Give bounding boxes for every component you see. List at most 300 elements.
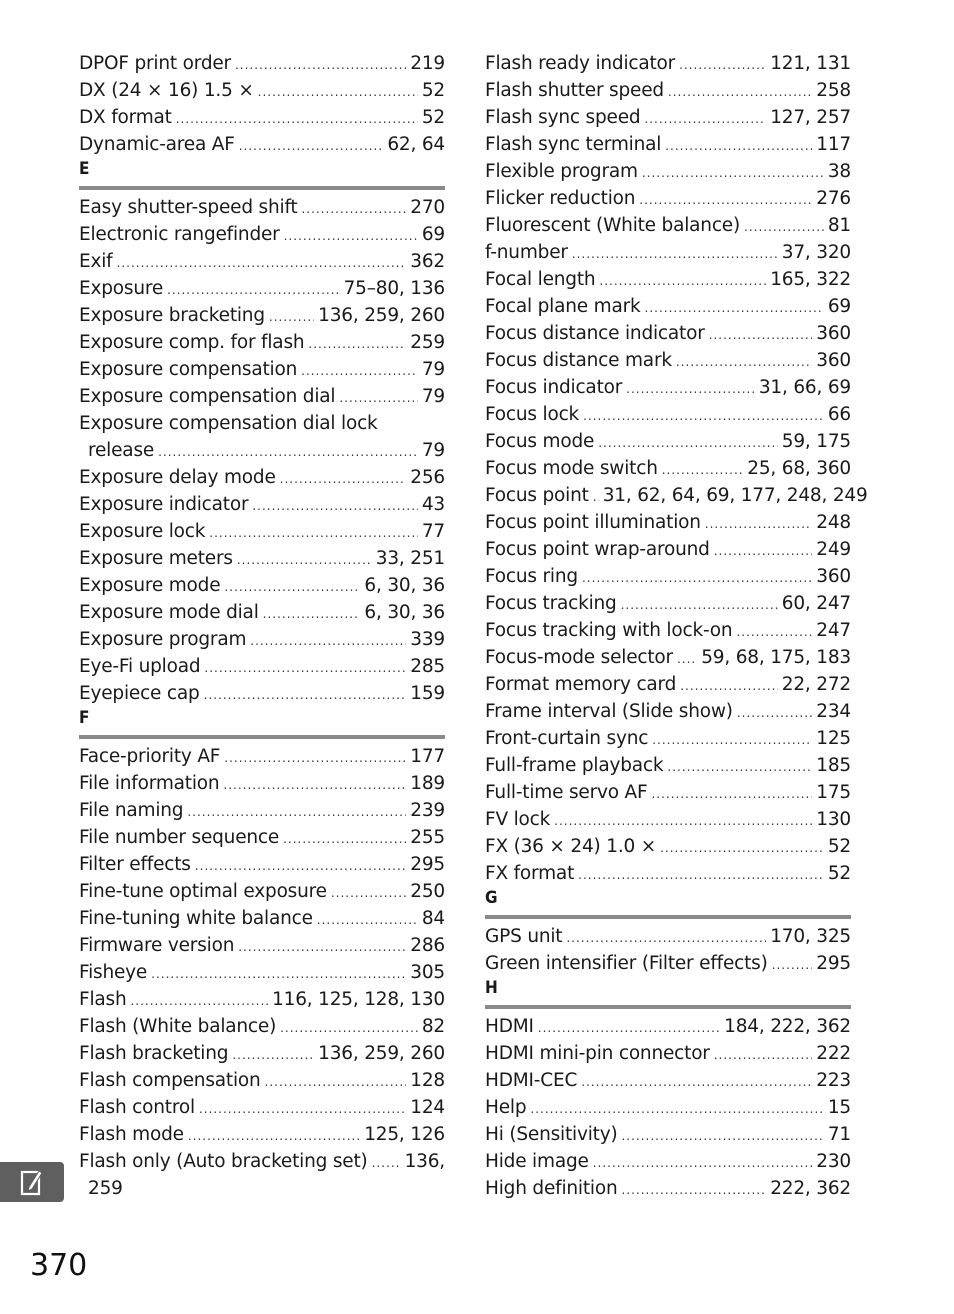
index-entry bbox=[485, 320, 851, 347]
index-entry bbox=[79, 599, 445, 626]
leader-dots bbox=[117, 250, 407, 277]
index-entry bbox=[79, 383, 445, 410]
leader-dots bbox=[651, 781, 812, 808]
index-pages: 189 bbox=[410, 773, 445, 794]
index-group-g bbox=[485, 923, 851, 977]
index-group-e-continued bbox=[79, 464, 445, 707]
index-entry bbox=[79, 329, 445, 356]
index-pages: 52 bbox=[827, 863, 851, 884]
leader-dots bbox=[317, 907, 418, 934]
index-term: f-number bbox=[485, 242, 568, 263]
index-term: Format memory card bbox=[485, 674, 677, 695]
leader-dots bbox=[599, 268, 766, 295]
index-term: Focus mode switch bbox=[485, 458, 658, 479]
index-entry bbox=[79, 131, 445, 158]
leader-dots bbox=[284, 223, 418, 250]
index-entry bbox=[79, 824, 445, 851]
index-term: Electronic rangefinder bbox=[79, 224, 280, 245]
leader-dots bbox=[224, 745, 406, 772]
index-entry bbox=[485, 1040, 851, 1067]
index-entry bbox=[79, 878, 445, 905]
index-entry-continuation bbox=[79, 437, 445, 464]
index-pages: 175 bbox=[816, 782, 851, 803]
page-number: 370 bbox=[30, 1248, 88, 1283]
index-entry bbox=[485, 131, 851, 158]
index-term: Flicker reduction bbox=[485, 188, 636, 209]
index-term: Exposure mode dial bbox=[79, 602, 259, 623]
index-pages: 249 bbox=[816, 539, 851, 560]
index-pages: 69 bbox=[421, 224, 445, 245]
index-term: Eyepiece cap bbox=[79, 683, 200, 704]
index-pages: 52 bbox=[421, 80, 445, 101]
index-term: File number sequence bbox=[79, 827, 280, 848]
index-term: Focus indicator bbox=[485, 377, 623, 398]
index-pages: 136, bbox=[404, 1151, 445, 1172]
leader-dots bbox=[258, 79, 418, 106]
index-term: HDMI-CEC bbox=[485, 1070, 578, 1091]
index-pages: 276 bbox=[816, 188, 851, 209]
index-term: File information bbox=[79, 773, 220, 794]
index-term: Exposure delay mode bbox=[79, 467, 276, 488]
leader-dots bbox=[252, 493, 418, 520]
index-term: Exposure bracketing bbox=[79, 305, 265, 326]
index-pages: 234 bbox=[816, 701, 851, 722]
index-term: FX (36 × 24) 1.0 × bbox=[485, 836, 657, 857]
index-pages: 239 bbox=[410, 800, 445, 821]
index-term: release bbox=[88, 440, 155, 461]
index-pages: 259 bbox=[410, 332, 445, 353]
index-entry bbox=[485, 644, 851, 671]
leader-dots bbox=[578, 862, 824, 889]
leader-dots bbox=[621, 1123, 823, 1150]
index-pages: 184, 222, 362 bbox=[724, 1016, 851, 1037]
leader-dots bbox=[660, 835, 824, 862]
index-pages: 222 bbox=[816, 1043, 851, 1064]
index-pages: 84 bbox=[421, 908, 445, 929]
leader-dots bbox=[621, 1177, 766, 1204]
index-pages: 285 bbox=[410, 656, 445, 677]
leader-dots bbox=[566, 925, 766, 952]
leader-dots bbox=[583, 403, 824, 430]
index-entry bbox=[79, 959, 445, 986]
leader-dots bbox=[204, 682, 407, 709]
index-entry bbox=[79, 464, 445, 491]
index-entry bbox=[485, 374, 851, 401]
index-pages: 159 bbox=[410, 683, 445, 704]
index-pages: 33, 251 bbox=[375, 548, 445, 569]
index-pages: 248 bbox=[816, 512, 851, 533]
index-term: Focus distance indicator bbox=[485, 323, 705, 344]
leader-dots bbox=[188, 1123, 360, 1150]
index-column-right bbox=[485, 50, 868, 1202]
leader-dots bbox=[598, 430, 778, 457]
index-term: Firmware version bbox=[79, 935, 235, 956]
index-term: Fluorescent (White balance) bbox=[485, 215, 741, 236]
index-term: Flash ready indicator bbox=[485, 53, 676, 74]
index-pages: 360 bbox=[816, 350, 851, 371]
index-entry bbox=[485, 104, 851, 131]
index-pages: 223 bbox=[816, 1070, 851, 1091]
index-term: Full-time servo AF bbox=[485, 782, 648, 803]
leader-dots bbox=[662, 457, 744, 484]
index-term: HDMI bbox=[485, 1016, 534, 1037]
index-pages: 37, 320 bbox=[781, 242, 851, 263]
index-entry bbox=[485, 455, 851, 482]
index-term: Exposure compensation dial bbox=[79, 386, 336, 407]
index-entry bbox=[79, 1121, 445, 1148]
leader-dots bbox=[668, 79, 812, 106]
index-term: DPOF print order bbox=[79, 53, 231, 74]
index-pages: 116, 125, 128, 130 bbox=[272, 989, 445, 1010]
index-term: Eye-Fi upload bbox=[79, 656, 201, 677]
leader-dots bbox=[744, 214, 824, 241]
index-entry bbox=[79, 1094, 445, 1121]
index-entry bbox=[79, 986, 445, 1013]
leader-dots bbox=[639, 187, 812, 214]
leader-dots bbox=[621, 592, 778, 619]
leader-dots bbox=[130, 988, 268, 1015]
leader-dots bbox=[593, 484, 599, 511]
section-divider bbox=[79, 735, 445, 739]
index-entry bbox=[79, 275, 445, 302]
leader-dots bbox=[199, 1096, 406, 1123]
index-term: Exposure bbox=[79, 278, 164, 299]
index-term: Exposure lock bbox=[79, 521, 206, 542]
index-entry bbox=[485, 752, 851, 779]
index-pages: 136, 259, 260 bbox=[318, 305, 445, 326]
index-term: Focus point bbox=[485, 485, 589, 506]
leader-dots bbox=[665, 133, 812, 160]
leader-dots bbox=[250, 628, 406, 655]
leader-dots bbox=[772, 952, 813, 979]
index-pages: 71 bbox=[827, 1124, 851, 1145]
index-term: Hi (Sensitivity) bbox=[485, 1124, 618, 1145]
index-entry bbox=[485, 725, 851, 752]
index-entry bbox=[79, 905, 445, 932]
index-pages: 128 bbox=[410, 1070, 445, 1091]
index-entry bbox=[79, 302, 445, 329]
index-pages: 25, 68, 360 bbox=[747, 458, 851, 479]
index-term: Focal length bbox=[485, 269, 596, 290]
leader-dots bbox=[714, 1042, 813, 1069]
index-pages: 295 bbox=[410, 854, 445, 875]
leader-dots bbox=[239, 133, 384, 160]
section-header-g bbox=[485, 887, 851, 923]
index-entry bbox=[485, 563, 851, 590]
section-header-h bbox=[485, 977, 851, 1013]
index-entry bbox=[485, 1175, 851, 1202]
index-term: Exposure mode bbox=[79, 575, 221, 596]
leader-dots bbox=[263, 601, 361, 628]
index-pages: 127, 257 bbox=[770, 107, 851, 128]
index-pages: 81 bbox=[827, 215, 851, 236]
chapter-tab bbox=[0, 1162, 64, 1202]
index-term: Focus-mode selector bbox=[485, 647, 673, 668]
index-term: Easy shutter-speed shift bbox=[79, 197, 298, 218]
leader-dots bbox=[372, 1150, 401, 1177]
index-entry bbox=[79, 1067, 445, 1094]
index-pages: 259 bbox=[88, 1178, 123, 1199]
index-term: Focus point illumination bbox=[485, 512, 701, 533]
index-pages: 59, 175 bbox=[781, 431, 851, 452]
index-pages: 136, 259, 260 bbox=[318, 1043, 445, 1064]
index-entry bbox=[485, 266, 851, 293]
index-term: Focus lock bbox=[485, 404, 580, 425]
index-entry bbox=[485, 671, 851, 698]
leader-dots bbox=[265, 1069, 407, 1096]
index-term: Exposure comp. for flash bbox=[79, 332, 305, 353]
index-entry bbox=[485, 536, 851, 563]
index-entry bbox=[485, 482, 868, 509]
index-pages: 121, 131 bbox=[770, 53, 851, 74]
index-pages: 52 bbox=[827, 836, 851, 857]
leader-dots bbox=[232, 1042, 314, 1069]
index-term: HDMI mini-pin connector bbox=[485, 1043, 710, 1064]
leader-dots bbox=[280, 1015, 418, 1042]
index-term: Flash shutter speed bbox=[485, 80, 664, 101]
index-term: Hide image bbox=[485, 1151, 589, 1172]
leader-dots bbox=[224, 574, 360, 601]
index-entry bbox=[485, 1067, 851, 1094]
index-pages: 38 bbox=[827, 161, 851, 182]
section-header-e bbox=[79, 158, 445, 194]
index-term: Focus mode bbox=[485, 431, 595, 452]
index-entry bbox=[79, 104, 445, 131]
index-entry bbox=[485, 590, 851, 617]
index-term: Exposure compensation bbox=[79, 359, 298, 380]
index-term: FV lock bbox=[485, 809, 551, 830]
index-entry-continuation bbox=[79, 1175, 445, 1202]
section-letter: F bbox=[79, 708, 90, 728]
index-pages: 295 bbox=[816, 953, 851, 974]
index-entry bbox=[485, 293, 851, 320]
leader-dots bbox=[667, 754, 812, 781]
index-pages: 31, 62, 64, 69, 177, 248, 249 bbox=[602, 485, 868, 506]
index-entry bbox=[485, 77, 851, 104]
index-entry bbox=[79, 194, 445, 221]
index-term: Flash compensation bbox=[79, 1070, 261, 1091]
leader-dots bbox=[736, 619, 812, 646]
section-divider bbox=[79, 186, 445, 190]
leader-dots bbox=[680, 673, 778, 700]
index-pages: 79 bbox=[421, 386, 445, 407]
index-entry bbox=[79, 680, 445, 707]
index-pages: 125, 126 bbox=[364, 1124, 445, 1145]
index-term: Green intensifier (Filter effects) bbox=[485, 953, 768, 974]
index-pages: 305 bbox=[410, 962, 445, 983]
index-term: File naming bbox=[79, 800, 184, 821]
index-entry bbox=[485, 1148, 851, 1175]
index-term: Frame interval (Slide show) bbox=[485, 701, 733, 722]
leader-dots bbox=[626, 376, 755, 403]
index-pages: 177 bbox=[410, 746, 445, 767]
index-term: Flash sync terminal bbox=[485, 134, 662, 155]
leader-dots bbox=[538, 1015, 720, 1042]
index-entry bbox=[79, 572, 445, 599]
index-entry bbox=[485, 239, 851, 266]
section-divider bbox=[485, 915, 851, 919]
index-term: Flexible program bbox=[485, 161, 638, 182]
leader-dots bbox=[709, 322, 813, 349]
index-term: Exposure indicator bbox=[79, 494, 249, 515]
index-term: Focal plane mark bbox=[485, 296, 641, 317]
leader-dots bbox=[645, 295, 824, 322]
index-entry bbox=[79, 851, 445, 878]
index-pages: 15 bbox=[827, 1097, 851, 1118]
index-term: Flash bbox=[79, 989, 127, 1010]
index-pages: 60, 247 bbox=[781, 593, 851, 614]
index-term: Focus tracking bbox=[485, 593, 617, 614]
index-group-e bbox=[79, 194, 445, 410]
index-pages: 165, 322 bbox=[770, 269, 851, 290]
index-entry bbox=[79, 77, 445, 104]
index-entry bbox=[485, 923, 851, 950]
index-term: Flash (White balance) bbox=[79, 1016, 277, 1037]
pencil-note-icon bbox=[20, 1167, 44, 1197]
index-term: DX format bbox=[79, 107, 172, 128]
index-pages: 270 bbox=[410, 197, 445, 218]
index-entry bbox=[485, 779, 851, 806]
leader-dots bbox=[176, 106, 418, 133]
leader-dots bbox=[223, 772, 406, 799]
index-pages: 52 bbox=[421, 107, 445, 128]
index-entry bbox=[79, 248, 445, 275]
index-pages: 339 bbox=[410, 629, 445, 650]
index-term: Filter effects bbox=[79, 854, 191, 875]
index-pages: 6, 30, 36 bbox=[364, 575, 445, 596]
index-entry bbox=[79, 1013, 445, 1040]
leader-dots bbox=[204, 655, 406, 682]
leader-dots bbox=[554, 808, 812, 835]
index-entry bbox=[485, 185, 851, 212]
index-pages: 222, 362 bbox=[770, 1178, 851, 1199]
index-term: Dynamic-area AF bbox=[79, 134, 235, 155]
index-entry bbox=[79, 653, 445, 680]
index-pages: 69 bbox=[827, 296, 851, 317]
index-pages: 258 bbox=[816, 80, 851, 101]
leader-dots bbox=[187, 799, 406, 826]
leader-dots bbox=[235, 52, 406, 79]
index-entry bbox=[79, 1040, 445, 1067]
leader-dots bbox=[679, 52, 766, 79]
leader-dots bbox=[593, 1150, 813, 1177]
leader-dots bbox=[581, 1069, 812, 1096]
leader-dots bbox=[209, 520, 418, 547]
leader-dots bbox=[652, 727, 812, 754]
index-term: Focus ring bbox=[485, 566, 578, 587]
section-letter: H bbox=[485, 978, 498, 998]
index-pages: 124 bbox=[410, 1097, 445, 1118]
index-term: Fine-tune optimal exposure bbox=[79, 881, 327, 902]
leader-dots bbox=[237, 547, 372, 574]
index-entry bbox=[485, 617, 851, 644]
index-entry bbox=[79, 518, 445, 545]
index-term: Focus distance mark bbox=[485, 350, 672, 371]
leader-dots bbox=[644, 106, 766, 133]
index-entry bbox=[79, 545, 445, 572]
index-pages: 247 bbox=[816, 620, 851, 641]
index-term: Flash bracketing bbox=[79, 1043, 229, 1064]
leader-dots bbox=[238, 934, 406, 961]
leader-dots bbox=[269, 304, 314, 331]
leader-dots bbox=[167, 277, 340, 304]
leader-dots bbox=[158, 439, 418, 466]
index-group-h bbox=[485, 1013, 851, 1202]
index-entry bbox=[485, 1013, 851, 1040]
index-term: DX (24 × 16) 1.5 × bbox=[79, 80, 254, 101]
index-entry-wrapped-term bbox=[79, 410, 445, 437]
index-pages: 286 bbox=[410, 935, 445, 956]
index-term: Full-frame playback bbox=[485, 755, 664, 776]
index-pages: 31, 66, 69 bbox=[758, 377, 851, 398]
index-entry bbox=[79, 770, 445, 797]
leader-dots bbox=[283, 826, 406, 853]
index-entry bbox=[485, 509, 851, 536]
index-pages: 62, 64 bbox=[387, 134, 445, 155]
index-term: Exposure compensation dial lock bbox=[79, 413, 378, 434]
leader-dots bbox=[280, 466, 407, 493]
index-pages: 82 bbox=[421, 1016, 445, 1037]
index-entry bbox=[485, 158, 851, 185]
section-header-f bbox=[79, 707, 445, 743]
index-column-left bbox=[79, 50, 445, 1202]
index-pages: 66 bbox=[827, 404, 851, 425]
index-entry bbox=[485, 212, 851, 239]
leader-dots bbox=[339, 385, 418, 412]
index-term: Face-priority AF bbox=[79, 746, 221, 767]
index-pages: 185 bbox=[816, 755, 851, 776]
index-pages: 75–80, 136 bbox=[343, 278, 445, 299]
index-pages: 219 bbox=[410, 53, 445, 74]
section-letter: G bbox=[485, 888, 498, 908]
index-entry bbox=[485, 833, 851, 860]
index-entry bbox=[79, 356, 445, 383]
index-pages: 79 bbox=[421, 440, 445, 461]
leader-dots bbox=[308, 331, 406, 358]
leader-dots bbox=[642, 160, 824, 187]
leader-dots bbox=[151, 961, 406, 988]
index-entry bbox=[485, 50, 851, 77]
index-entry bbox=[485, 428, 851, 455]
leader-dots bbox=[530, 1096, 823, 1123]
index-pages: 360 bbox=[816, 566, 851, 587]
index-entry bbox=[79, 626, 445, 653]
section-letter: E bbox=[79, 159, 90, 179]
index-entry bbox=[79, 221, 445, 248]
index-entry bbox=[79, 491, 445, 518]
leader-dots bbox=[582, 565, 812, 592]
index-pages: 125 bbox=[816, 728, 851, 749]
index-term: Front-curtain sync bbox=[485, 728, 649, 749]
index-pages: 79 bbox=[421, 359, 445, 380]
index-term: Exif bbox=[79, 251, 113, 272]
index-pages: 360 bbox=[816, 323, 851, 344]
index-pages: 59, 68, 175, 183 bbox=[701, 647, 851, 668]
index-term: Exposure program bbox=[79, 629, 247, 650]
index-term: High definition bbox=[485, 1178, 618, 1199]
index-entry bbox=[485, 698, 851, 725]
section-divider bbox=[485, 1005, 851, 1009]
leader-dots bbox=[676, 349, 812, 376]
leader-dots bbox=[677, 646, 697, 673]
index-pages: 6, 30, 36 bbox=[364, 602, 445, 623]
index-pages: 170, 325 bbox=[770, 926, 851, 947]
index-entry bbox=[485, 950, 851, 977]
index-term: Help bbox=[485, 1097, 527, 1118]
leader-dots bbox=[331, 880, 406, 907]
index-pages: 250 bbox=[410, 881, 445, 902]
index-pages: 43 bbox=[421, 494, 445, 515]
